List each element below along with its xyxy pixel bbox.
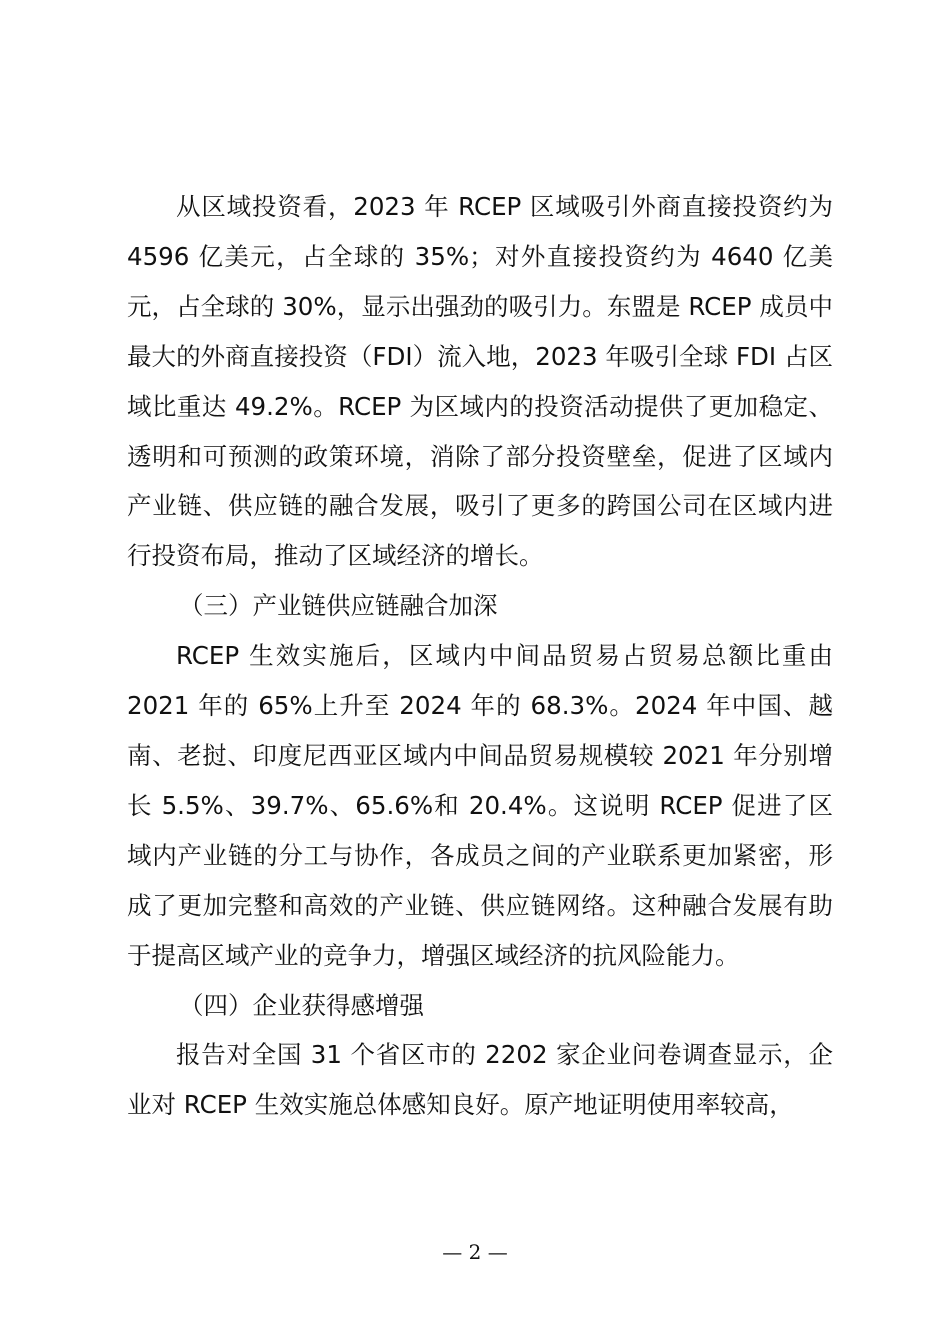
page-number: — 2 —	[442, 1240, 508, 1264]
paragraph-enterprise: 报告对全国 31 个省区市的 2202 家企业问卷调查显示，企业对 RCEP 生效实施总体感知良好。原产地证明使用率较高，	[127, 1040, 833, 1120]
section-heading-3: （三）产业链供应链融合加深	[179, 591, 498, 621]
section-heading-4: （四）企业获得感增强	[179, 990, 424, 1020]
body-text	[127, 182, 833, 1130]
paragraph-supply-chain: RCEP 生效实施后，区域内中间品贸易占贸易总额比重由 2021 年的 65%上升至 2024 年的 68.3%。2024 年中国、越南、老挝、印度尼西亚区域内中间品贸易规模较 2021 年分别增长 5.5%、39.7%、65.6%和 20.4%。这说明 RCEP 促进了区域内产业链的分工与协作，各成员之间的产业联系更加紧密，形成了更加完整和高效的产业链、供应链网络。这种融合发展有助于提高区域产业的竞争力，增强区域经济的抗风险能力。	[127, 641, 833, 970]
paragraph-investment: 从区域投资看，2023 年 RCEP 区域吸引外商直接投资约为 4596 亿美元，占全球的 35%；对外直接投资约为 4640 亿美元，占全球的 30%，显示出强劲的吸引力。东盟是 RCEP 成员中最大的外商直接投资（FDI）流入地，2023 年吸引全球 FDI 占区域比重达 49.2%。RCEP 为区域内的投资活动提供了更加稳定、透明和可预测的政策环境，消除了部分投资壁垒，促进了区域内产业链、供应链的融合发展，吸引了更多的跨国公司在区域内进行投资布局，推动了区域经济的增长。	[127, 192, 833, 571]
